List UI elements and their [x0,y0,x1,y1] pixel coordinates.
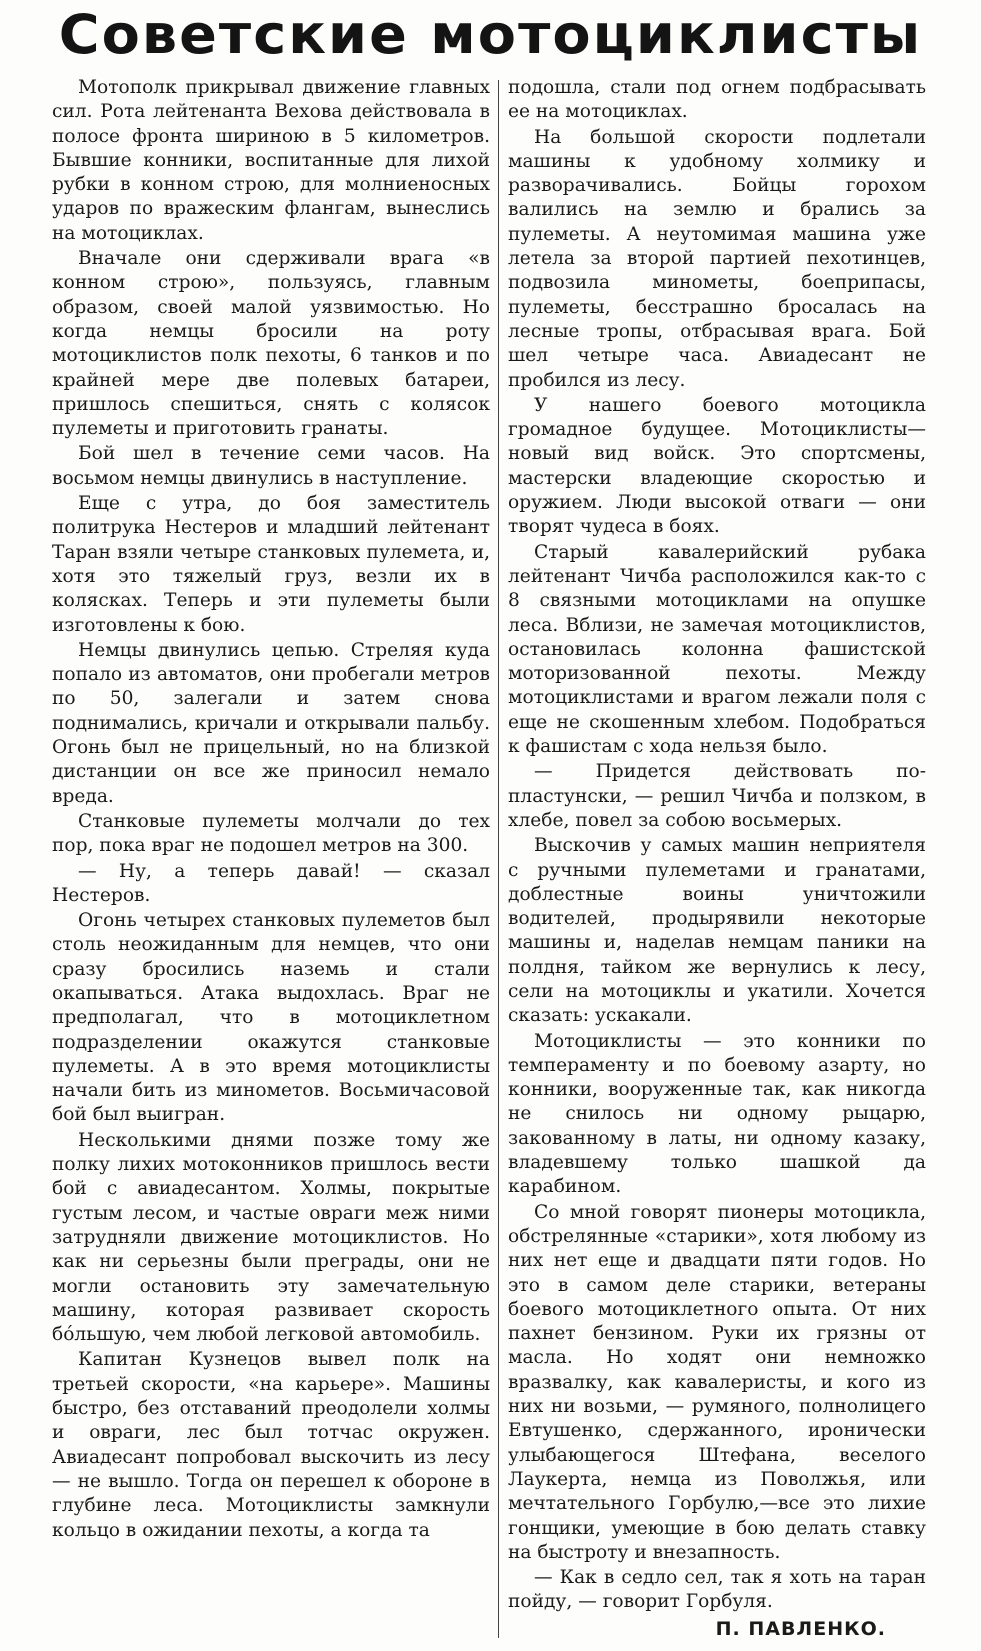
paragraph: — Ну, а теперь давай! — сказал Нестеров. [52,860,490,906]
paragraph: — Как в седло сел, так я хоть на таран пойду, — говорит Горбуля. [508,1567,926,1613]
right-column [508,76,926,1646]
paragraph: Станковые пулеметы молчали до тех пор, пока враг не подошел метров на 300. [52,810,490,857]
paragraph: подошла, стали под огнем подбрасывать ее на мотоциклах. [508,77,926,123]
paragraph: Мотополк прикрывал движение главных сил. Рота лейтенанта Вехова действовала в полосе фронта шириною в 5 километров. Бывшие конники, воспитанные для лихой рубки в конном строю, для молниеносных ударов по вражеским флангам, вынеслись на мотоциклах. [52,77,490,244]
left-column [52,76,490,1646]
paragraph: Бой шел в течение семи часов. На восьмом немцы двинулись в наступление. [52,443,490,489]
article-title: Советские мотоциклисты [58,3,923,66]
paragraph: Еще с утра, до боя заместитель политрука Нестеров и младший лейтенант Таран взяли четыре станковых пулемета, и, хотя это тяжелый груз, везли их в колясках. Теперь и эти пулеметы были изготовлены к бою. [52,493,490,636]
paragraph: — Придется действовать по-пластунски, — решил Чичба и ползком, в хлебе, повел за собою восьмерых. [508,761,926,831]
column-divider [498,80,499,1638]
paragraph: Огонь четырех станковых пулеметов был столь неожиданным для немцев, что они сразу бросились наземь и стали окапываться. Атака выдохлась. Враг не предполагал, что в мотоциклетном подразделении окажутся станковые пулеметы. А в это время мотоциклисты начали бить из минометов. Восьмичасовой бой был выигран. [52,910,490,1126]
author-signature: П. ПАВЛЕНКО. [715,1617,886,1640]
paragraph: На большой скорости подлетали машины к удобному холмику и разворачивались. Бойцы горохом валились на землю и брались за пулеметы. А неутомимая машина уже летела за второй партией пехотинцев, подвозила минометы, боеприпасы, пулеметы, бесстрашно бросалась на лесные тропы, отбрасывая врага. Бой шел четыре часа. Авиадесант не пробился из лесу. [508,126,926,391]
paragraph: У нашего боевого мотоцикла громадное будущее. Мотоциклисты—новый вид войск. Это спортсмены, мастерски владеющие скоростью и оружием. Люди высокой отваги — они творят чудеса в боях. [508,394,926,538]
paragraph: Капитан Кузнецов вывел полк на третьей скорости, «на карьере». Машины быстро, без отставаний преодолели холмы и овраги, лес был тотчас окружен. Авиадесант попробовал выскочить из лесу — не вышло. Тогда он перешел к обороне в глубине леса. Мотоциклисты замкнули кольцо в ожидании пехоты, а когда та [52,1349,490,1541]
paragraph: Мотоциклисты — это конники по темпераменту и по боевому азарту, но конники, вооруженные так, как никогда не снилось ни одному рыцарю, закованному в латы, ни одному казаку, владевшему только шашкой да карабином. [508,1030,926,1198]
paragraph: Несколькими днями позже тому же полку лихих мотоконников пришлось вести бой с авиадесантом. Холмы, покрытые густым лесом, и частые овраги меж ними затрудняли движение мотоциклистов. Но как ни серьезны были преграды, они не могли остановить эту замечательную машину, которая развивает скорость бо́льшую, чем любой легковой автомобиль. [52,1129,490,1346]
paragraph: Вначале они сдерживали врага «в конном строю», пользуясь, главным образом, своей малой уязвимостью. Но когда немцы бросили на роту мотоциклистов полк пехоты, 6 танков и по крайней мере две полевых батареи, пришлось спешиться, снять с колясок пулеметы и приготовить гранаты. [52,248,490,440]
paragraph: Выскочив у самых машин неприятеля с ручными пулеметами и гранатами, доблестные воины уничтожили водителей, продырявили некоторые машины и, наделав немцам паники на полдня, тайком же вернулись к лесу, сели на мотоциклы и укатили. Хочется сказать: ускакали. [508,835,926,1027]
paragraph: Старый кавалерийский рубака лейтенант Чичба расположился как-то с 8 связными мотоциклами на опушке леса. Вблизи, не замечая мотоциклистов, остановилась колонна фашистской моторизованной пехоты. Между мотоциклистами и врагом лежали поля с еще не скошенным хлебом. Подобраться к фашистам с хода нельзя было. [508,541,926,758]
paragraph: Немцы двинулись цепью. Стреляя куда попало из автоматов, они пробегали метров по 50, залегали и затем снова поднимались, кричали и открывали пальбу. Огонь был не прицельный, но на близкой дистанции он все же приносил немало вреда. [52,639,490,807]
paragraph: Со мной говорят пионеры мотоцикла, обстрелянные «старики», хотя любому из них нет еще и двадцати пяти годов. Но это в самом деле старики, ветераны боевого мотоциклетного опыта. От них пахнет бензином. Руки их грязны от масла. Но ходят они немножко вразвалку, как кавалеристы, и кого из них ни возьми, — румяного, полнолицего Евтушенко, сдержанного, иронически улыбающегося Штефана, веселого Лаукерта, немца из Поволжья, или мечтательного Горбулю,—все это лихие гонщики, умеющие в бою делать ставку на быстроту и внезапность. [508,1201,926,1563]
